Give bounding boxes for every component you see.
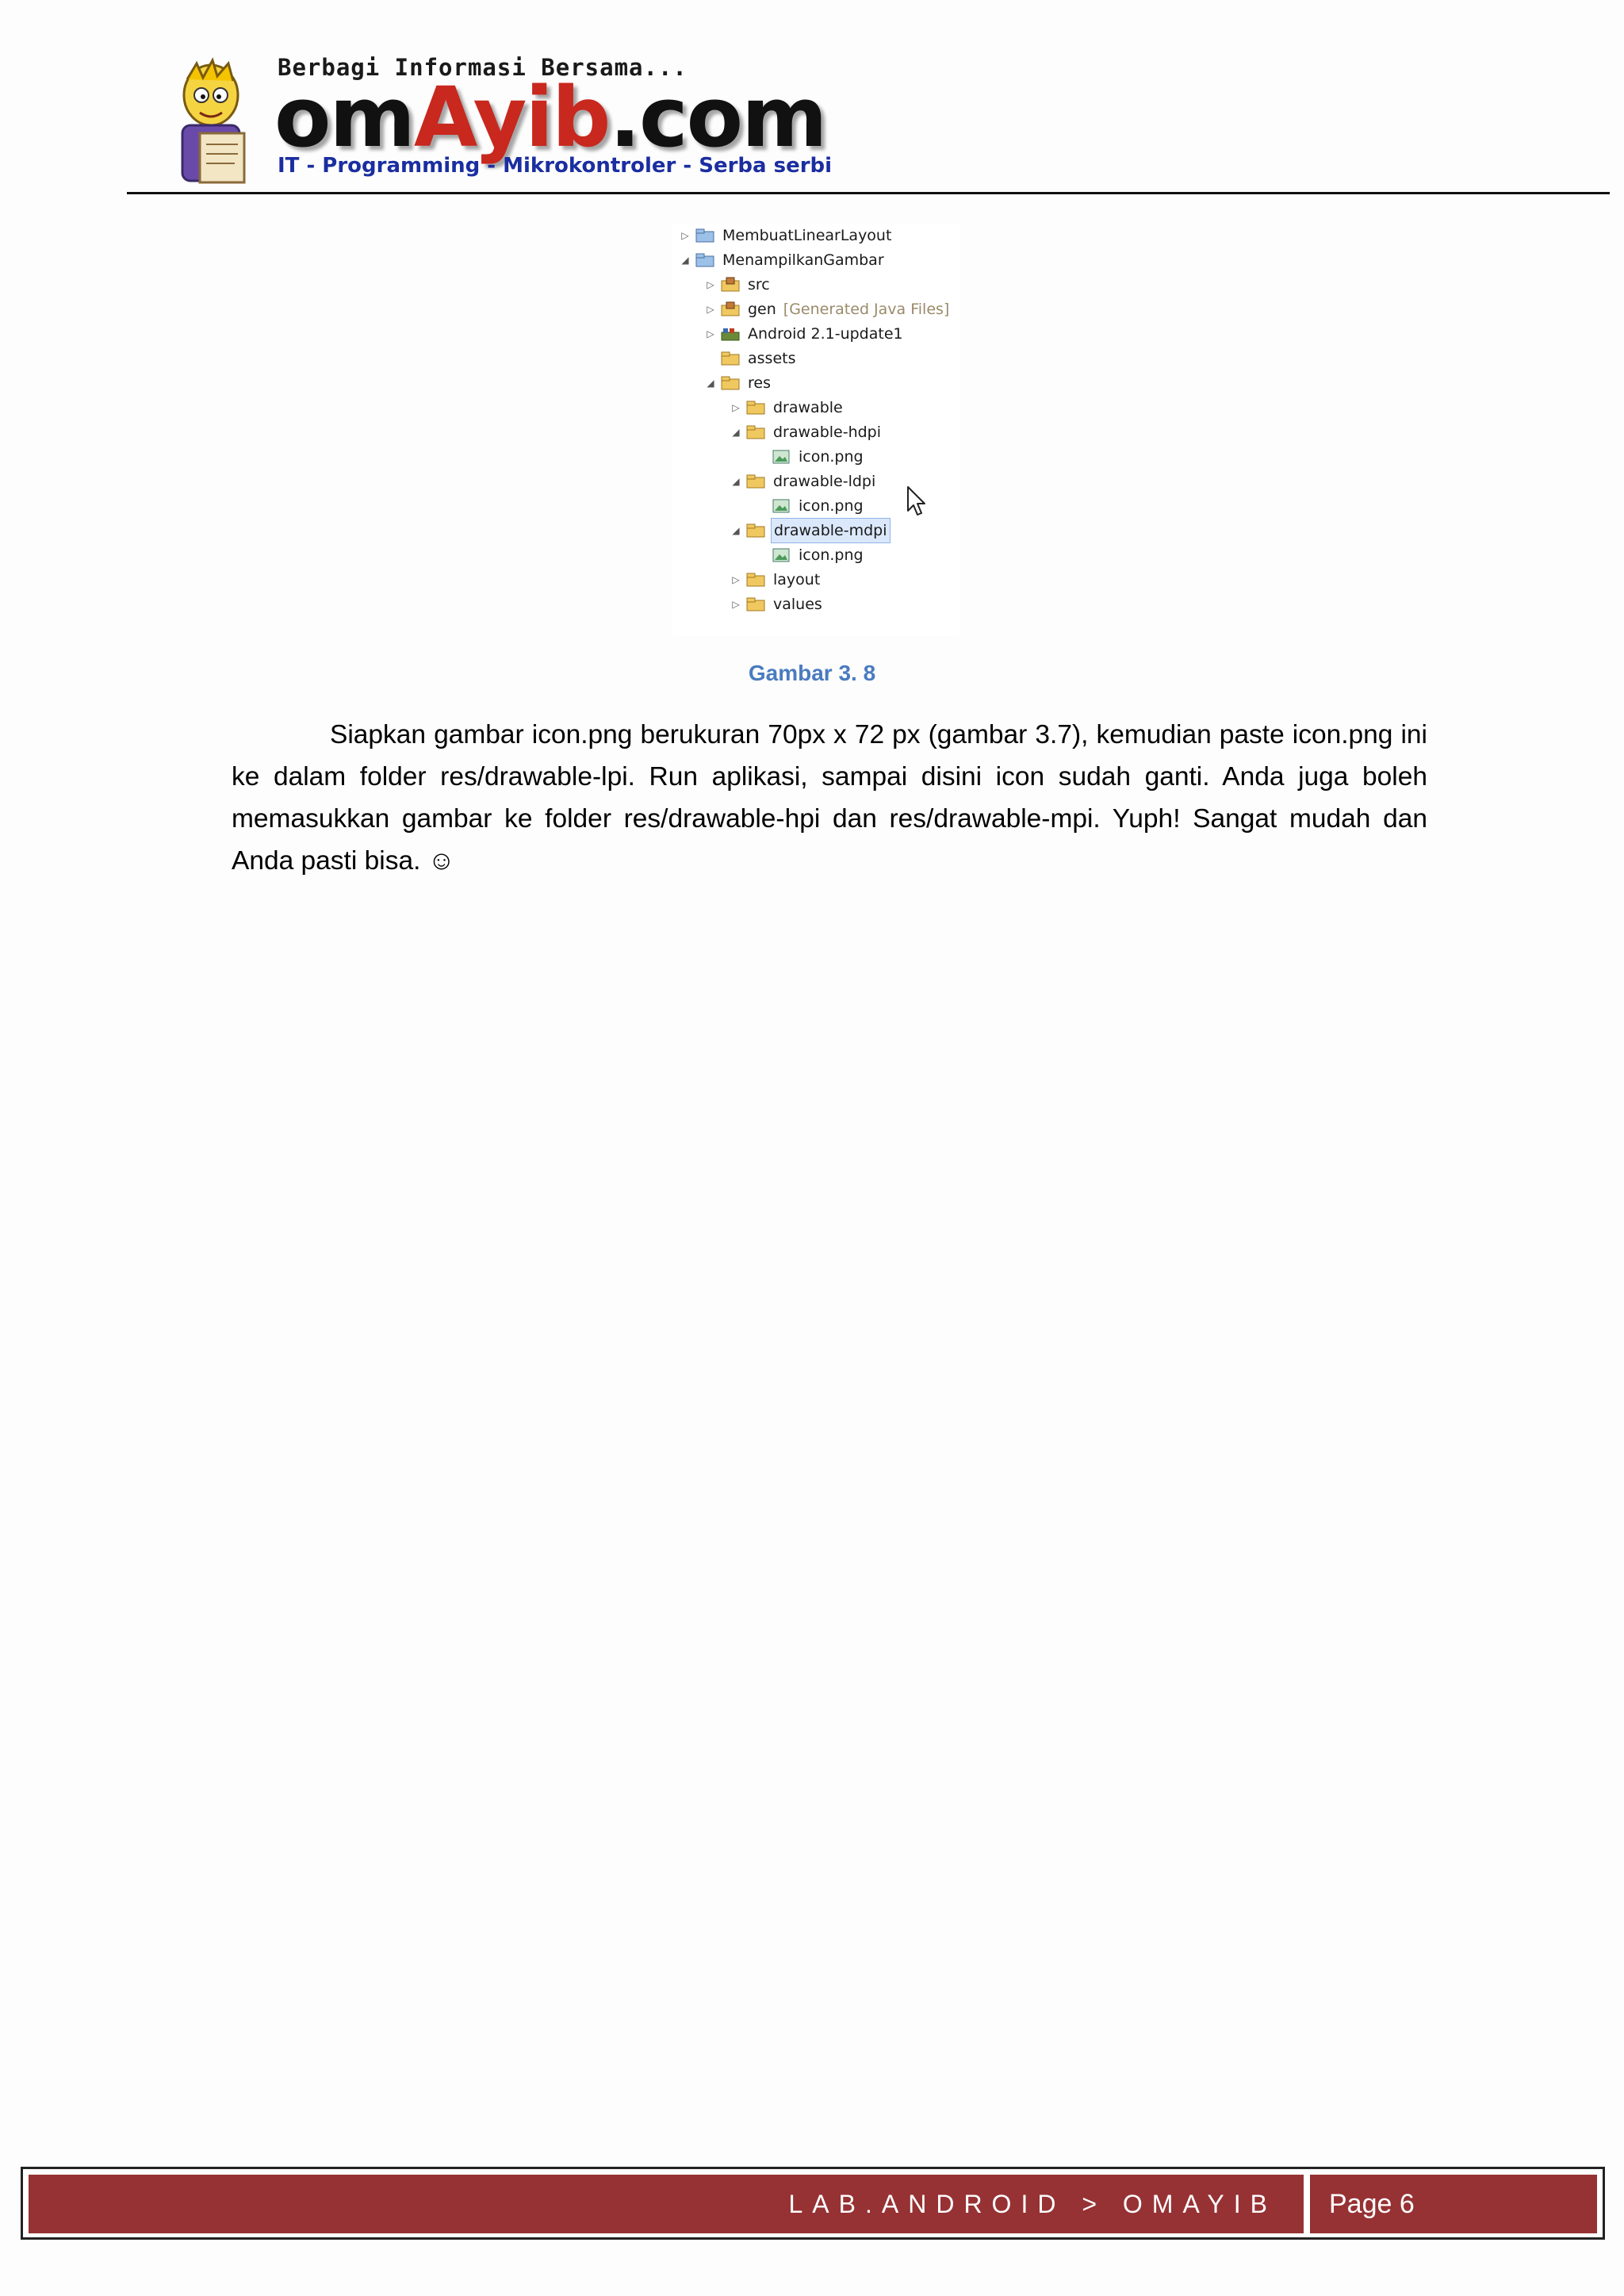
folder-icon [720, 351, 741, 366]
tree-row [704, 371, 773, 395]
folder-icon [745, 596, 766, 612]
tree-row-label: res [748, 374, 771, 392]
image-file-icon [771, 498, 791, 514]
tree-row-label: src [748, 276, 770, 293]
project-icon [695, 252, 715, 268]
tree-row-label: layout [773, 571, 821, 588]
brand-part-dotcom: .com [609, 69, 826, 166]
tree-row-note: [Generated Java Files] [783, 301, 950, 318]
expand-arrow-icon: ▷ [732, 402, 740, 413]
tree-row [730, 420, 883, 444]
collapse-arrow-icon: ◢ [707, 378, 714, 389]
tree-row-label: drawable [773, 399, 843, 416]
tree-row-label: MenampilkanGambar [722, 251, 884, 269]
tree-row [704, 297, 949, 321]
tree-row [704, 322, 906, 346]
footer-lab-text: LAB.ANDROID > OMAYIB [788, 2190, 1277, 2218]
tree-row [679, 224, 894, 247]
folder-icon [745, 523, 766, 539]
mascot-logo-icon [165, 57, 259, 192]
collapse-arrow-icon: ◢ [681, 255, 689, 266]
page-header [127, 48, 1610, 194]
image-file-icon [771, 449, 791, 465]
site-brand [274, 69, 826, 166]
folder-icon [720, 375, 741, 391]
expand-arrow-icon: ▷ [707, 304, 714, 315]
collapse-arrow-icon: ◢ [732, 427, 740, 438]
folder-icon [745, 400, 766, 416]
mouse-cursor-icon [906, 485, 927, 517]
tree-row [679, 248, 887, 272]
expand-arrow-icon: ▷ [732, 599, 740, 610]
tree-row [730, 519, 891, 542]
tree-row-label-selected: drawable-mdpi [771, 518, 891, 543]
footer-page-box [1310, 2175, 1597, 2233]
expand-arrow-icon: ▷ [681, 230, 689, 241]
site-tagline: Berbagi Informasi Bersama... [278, 54, 688, 81]
folder-icon [745, 572, 766, 588]
tree-row-label: drawable-hdpi [773, 424, 882, 441]
brand-part-ayib: Ayib [413, 69, 610, 166]
expand-arrow-icon: ▷ [732, 574, 740, 585]
site-subtitle: IT - Programming - Mikrokontroler - Serba serbi [278, 154, 833, 178]
tree-row [730, 592, 825, 616]
tree-row-label: gen [748, 301, 776, 318]
image-file-icon [771, 547, 791, 563]
folder-icon [745, 424, 766, 440]
library-icon [720, 326, 741, 342]
tree-row [755, 445, 866, 469]
package-folder-icon [720, 277, 741, 293]
tree-row [755, 494, 866, 518]
tree-row-label: icon.png [799, 448, 864, 466]
footer-bar [29, 2175, 1304, 2233]
tree-row-label: icon.png [799, 497, 864, 515]
header-divider [127, 192, 1610, 194]
body-paragraph: Siapkan gambar icon.png berukuran 70px x 72 px (gambar 3.7), kemudian paste icon.png ini ke dalam folder res/drawable-lpi. Run aplikasi, sampai disini icon sudah ganti. Anda juga boleh memasukkan gambar ke folder res/drawable-hpi dan res/drawable-mpi. Yuph! Sangat mudah dan Anda pasti bisa. ☺ [232, 720, 1427, 876]
tree-row-label: values [773, 596, 822, 613]
collapse-arrow-icon: ◢ [732, 525, 740, 536]
folder-icon [745, 473, 766, 489]
project-tree-figure [672, 224, 959, 636]
collapse-arrow-icon: ◢ [732, 476, 740, 487]
tree-row [704, 273, 772, 297]
project-icon [695, 228, 715, 243]
tree-row-label: Android 2.1-update1 [748, 325, 903, 343]
expand-arrow-icon: ▷ [707, 279, 714, 290]
tree-row-label: assets [748, 350, 796, 367]
tree-row [730, 396, 845, 420]
tree-row-label: icon.png [799, 546, 864, 564]
tree-row [704, 347, 798, 370]
tree-row-label: MembuatLinearLayout [722, 227, 892, 244]
tree-row [730, 470, 878, 493]
tree-row-label: drawable-ldpi [773, 473, 876, 490]
package-folder-icon [720, 301, 741, 317]
expand-arrow-icon: ▷ [707, 328, 714, 339]
figure-caption: Gambar 3. 8 [748, 661, 876, 685]
tree-row [730, 568, 822, 592]
page-number: Page 6 [1329, 2189, 1415, 2219]
brand-part-om: om [274, 69, 414, 166]
tree-row [755, 543, 866, 567]
